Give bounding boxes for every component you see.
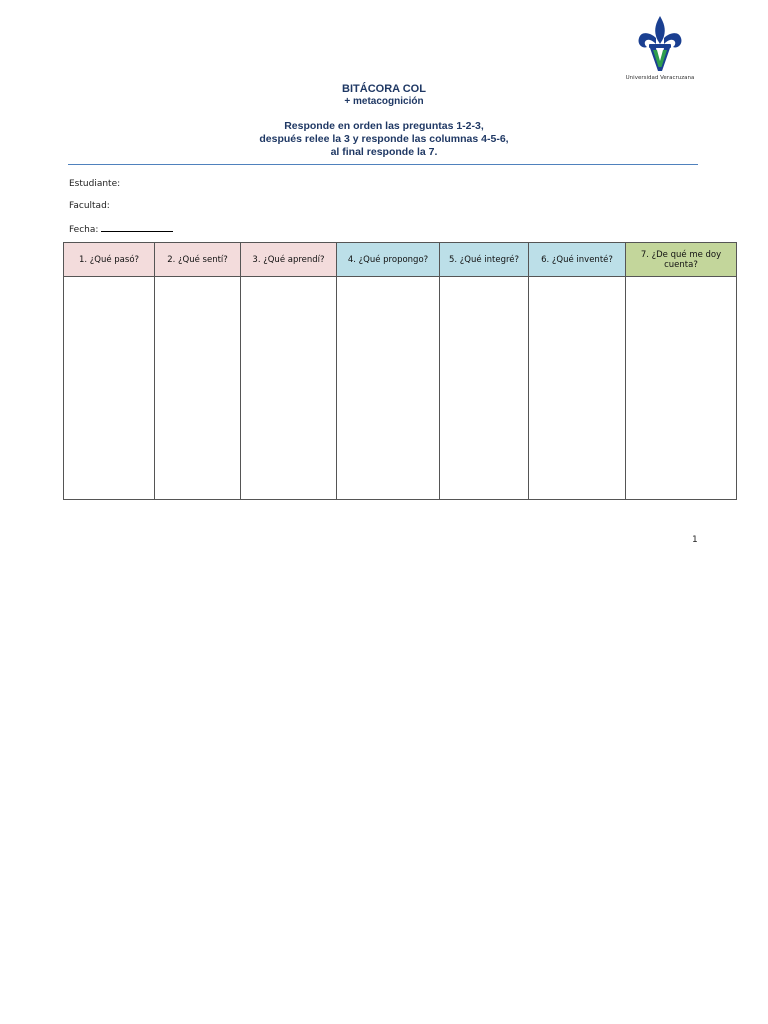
- answer-cell[interactable]: [529, 277, 626, 500]
- instruction-line: Responde en orden las preguntas 1-2-3,: [284, 120, 484, 132]
- document-title: BITÁCORA COL: [342, 83, 426, 95]
- column-header-que-propongo: 4. ¿Qué propongo?: [337, 243, 440, 277]
- date-blank-line[interactable]: [101, 223, 173, 232]
- document-subtitle: + metacognición: [344, 96, 424, 107]
- student-label: Estudiante:: [69, 179, 121, 189]
- answer-cell[interactable]: [241, 277, 337, 500]
- university-logo: [618, 14, 702, 88]
- column-header-que-aprendi: 3. ¿Qué aprendí?: [241, 243, 337, 277]
- answer-cell[interactable]: [337, 277, 440, 500]
- header-divider: [68, 164, 698, 165]
- column-header-que-integre: 5. ¿Qué integré?: [440, 243, 529, 277]
- answer-cell[interactable]: [64, 277, 155, 500]
- column-header-de-que-me-doy-cuenta: 7. ¿De qué me doy cuenta?: [626, 243, 737, 277]
- instruction-line: al final responde la 7.: [330, 146, 438, 158]
- column-header-que-paso: 1. ¿Qué pasó?: [64, 243, 155, 277]
- date-label: Fecha:: [69, 225, 99, 235]
- table-row: [64, 277, 737, 500]
- reflection-table: [63, 242, 737, 500]
- instructions: [0, 120, 768, 159]
- answer-cell[interactable]: [155, 277, 241, 500]
- faculty-label: Facultad:: [69, 201, 110, 211]
- flor-de-lis-icon: [636, 14, 684, 72]
- column-header-que-invente: 6. ¿Qué inventé?: [529, 243, 626, 277]
- table-header-row: [64, 243, 737, 277]
- answer-cell[interactable]: [626, 277, 737, 500]
- date-field: [69, 223, 173, 235]
- logo-caption: Universidad Veracruzana: [625, 75, 695, 81]
- instruction-line: después relee la 3 y responde las columnas 4-5-6,: [259, 133, 509, 145]
- page-number: 1: [692, 535, 698, 545]
- answer-cell[interactable]: [440, 277, 529, 500]
- column-header-que-senti: 2. ¿Qué sentí?: [155, 243, 241, 277]
